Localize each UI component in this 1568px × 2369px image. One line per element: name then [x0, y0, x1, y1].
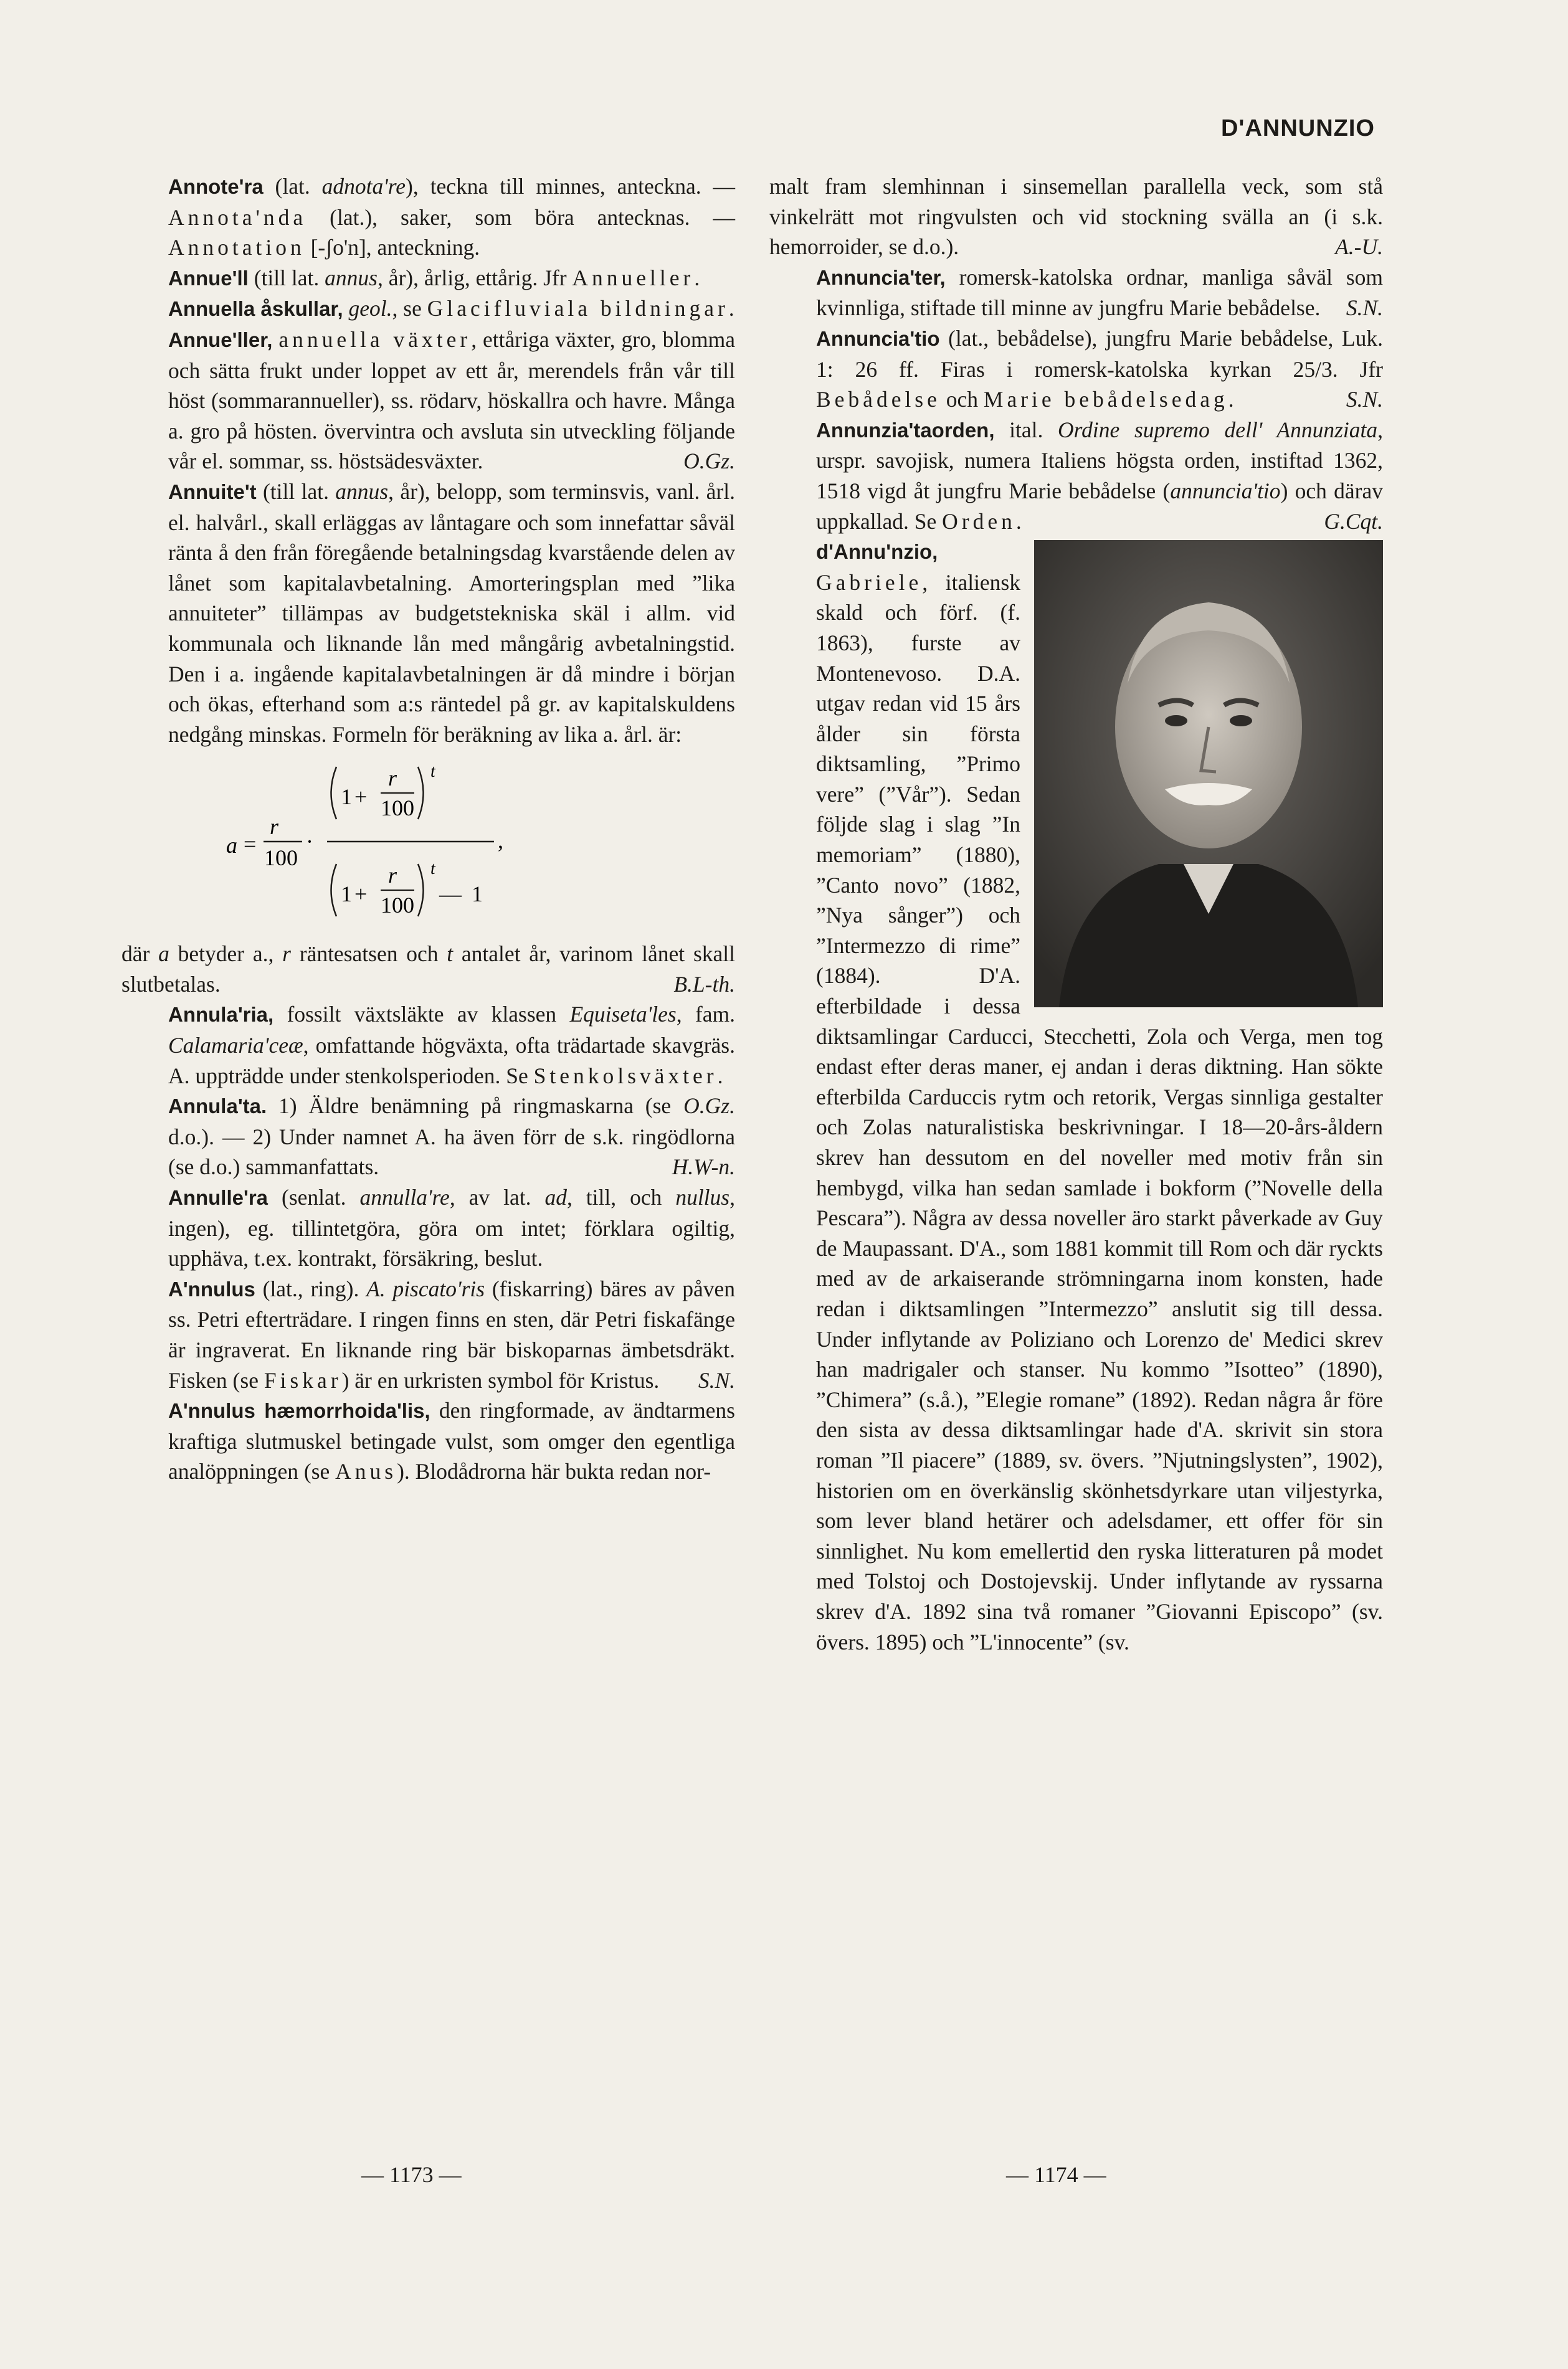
formula-1-minus: 1 — [472, 881, 483, 907]
author-signature: S.N. — [1346, 387, 1383, 412]
author-signature: H.W-n. — [672, 1154, 735, 1180]
left-column — [121, 171, 735, 1487]
headword: Annula'ria, — [168, 1003, 274, 1027]
entry-annueller: Annue'ller, annuella växter, ettåriga växter, gro, blomma och sätta frukt under loppet av ett år, merendels från vår till höst (sommarannueller), ss. rödarv, höskallra och havre. Många a. gro på hösten. övervintra och avsluta sin utveckling följande vår el. sommar, ss. höstsädesväxter. O.Gz. — [121, 325, 735, 477]
headword: A'nnulus — [168, 1277, 255, 1301]
formula-1-num: 1 — [341, 784, 352, 810]
headword: Annuella åskullar, — [168, 297, 343, 321]
headword: Annunzia'taorden, — [816, 418, 995, 442]
formula-minus: — — [439, 881, 462, 907]
formula-r-den: r — [388, 863, 397, 888]
entry-annuella-askullar: Annuella åskullar, geol., se Glacifluviala bildningar. — [168, 296, 734, 321]
entry-annularia: Annula'ria, fossilt växtsläkte av klassen Equiseta'les, fam. Calamaria'ceæ, omfattande högväxta, ofta trädartade skavgräs. A. uppträdde under stenkolsperioden. Se Stenkolsväxter. O.Gz. — [121, 999, 735, 1091]
entry-annulus: A'nnulus (lat., ring). A. piscato'ris (fiskarring) bäres av påven ss. Petri efterträdare. I ringen finns en sten, där Petri fiskafänge är ingraverat. En liknande ring bär biskoparnas ämbetsdräkt. Fisken (se Fiskar) är en urkristen symbol för Kristus. S.N. — [121, 1274, 735, 1395]
formula-t-den: t — [430, 859, 435, 879]
formula-r-num: r — [388, 766, 397, 791]
headword: Annula'ta. — [168, 1094, 267, 1118]
formula-comma: , — [498, 828, 503, 853]
author-signature: G.Cqt. — [1324, 508, 1383, 534]
entry-annuell: Annue'll (till lat. annus, år), årlig, ettårig. Jfr Annueller. — [168, 265, 700, 290]
entry-annulus-cont: malt fram slemhinnan i sinsemellan parallella veck, som stå vinkelrätt mot ringvulsten och vid stockning svälla an (i s.k. hemorroider, se d.o.). A.-U. — [769, 171, 1383, 262]
author-signature: O.Gz. — [683, 449, 735, 474]
entry-annunciatio: Annuncia'tio (lat., bebådelse), jungfru Marie bebådelse, Luk. 1: 26 ff. Firas i romersk-katolska kyrkan 25/3. Jfr Bebådelse och Marie bebådelsedag. S.N. — [769, 323, 1383, 415]
formula-100-num: 100 — [381, 795, 414, 821]
formula-100-1: 100 — [264, 845, 298, 871]
headword: d'Annu'nzio, — [816, 540, 938, 564]
headword: Annue'ller, — [168, 328, 273, 351]
entry-annullera: Annulle'ra (senlat. annulla're, av lat. ad, till, och nullus, ingen), eg. tillintetgöra, göra om intet; förklara ogiltig, upphäva, t.ex. kontrakt, försäkring, beslut. — [168, 1185, 735, 1271]
formula-equals: = — [244, 832, 257, 857]
formula-100-den: 100 — [381, 893, 414, 918]
headword: Annuncia'ter, — [816, 265, 946, 289]
annuity-formula — [121, 754, 735, 935]
formula-r-1: r — [270, 814, 279, 840]
author-signature: S.N. — [1346, 295, 1383, 321]
author-signature: S.N. — [698, 1367, 735, 1393]
page-number-right: — 1174 — — [1006, 2162, 1106, 2187]
formula-dot: · — [306, 829, 313, 855]
entry-annulata: Annula'ta. 1) Äldre benämning på ringmaskarna (se d.o.). — 2) Under namnet A. ha även förr de s.k. ringödlorna (se d.o.) sammanfattats. H.W-n. — [121, 1091, 735, 1182]
formula-t-num: t — [430, 762, 435, 782]
entry-annunciater: Annuncia'ter, romersk-katolska ordnar, manliga såväl som kvinnliga, stiftade till minne av jungfru Marie bebådelse. S.N. — [769, 262, 1383, 323]
author-signature: B.L-th. — [673, 971, 735, 997]
headword: Annulle'ra — [168, 1186, 268, 1210]
page-number-left: — 1173 — — [361, 2162, 462, 2187]
formula-a: a — [226, 833, 237, 858]
headword: A'nnulus hæmorrhoida'lis, — [168, 1399, 430, 1423]
headword: Annuncia'tio — [816, 326, 940, 350]
entry-annotera: Annote'ra (lat. adnota're), teckna till minnes, anteckna. — Annota'nda (lat.), saker, som böra antecknas. — Annotation [-ʃo'n], anteckning. — [168, 174, 735, 260]
right-column — [769, 171, 1383, 1657]
entry-annulus-haemorrhoidalis: A'nnulus hæmorrhoida'lis, den ringformade, av ändtarmens kraftiga slutmuskel betingade vulst, som omger den egentliga analöppningen (se Anus). Blodådrorna här bukta redan nor- — [168, 1398, 735, 1484]
entry-annuitet: Annuite't (till lat. annus, år), belopp, som terminsvis, vanl. årl. el. halvårl., skall erläggas av låntagare och som innefattar såväl ränta å den från föregående betalningsdag kvarstående delen av lånet som kapitalavbetalning. Amorteringsplan med ”lika annuiteter” tillämpas av budgetstekniska skäl i allm. vid kommunala och liknande lån med mångårig avbetalningstid. Den i a. ingående kapitalavbetalningen är då mindre i början och ökas, efterhand som a:s räntedel på gr. av kapitalskuldens nedgång minskas. Formeln för beräkning av lika a. årl. är: — [168, 478, 735, 747]
headword: Annuite't — [168, 480, 257, 503]
entry-annuitet-cont: där a betyder a., r räntesatsen och t antalet år, varinom lånet skall slutbetalas. B.L-th. — [121, 939, 735, 999]
running-head: D'ANNUNZIO — [1220, 115, 1375, 141]
headword: Annote'ra — [168, 175, 264, 198]
author-signature: A.-U. — [1335, 234, 1383, 260]
entry-annunziataorden: Annunzia'taorden, ital. Ordine supremo dell' Annunziata, urspr. savojisk, numera Italiens högsta orden, instiftad 1362, 1518 vigd åt jungfru Marie bebådelse (annuncia'tio) och därav uppkallad. Se Orden. G.Cqt. — [769, 415, 1383, 536]
entry-dannunzio: d'Annu'nzio, Gabriele, italiensk skald och förf. (f. 1863), furste av Montenevoso. D.A. utgav redan vid 15 års ålder sin första diktsamling, ”Primo vere” (”Vår”). Sedan följde slag i slag ”In memoriam” (1880), ”Canto novo” (1882, ”Nya sånger”) och ”Intermezzo di rime” (1884). D'A. efterbildade i dessa diktsamlingar Carducci, Stecchetti, Zola och Verga, men tog endast efter deras maner, ej andan i deras diktning. Han sökte efterbilda Carduccis rytm och retorik, Vergas sinnliga gestalter och Zolas naturalistiska beskrivningar. I 18—20-års-åldern skrev han dessutom en del noveller med motiv från sin hembygd, vilka han sedan samlade i bokform (”Novelle della Pescara”). Några av dessa noveller äro starkt påverkade av Guy de Maupassant. D'A., som 1881 kommit till Rom och där ryckts med av de arkaiserande strömningarna inom konsten, hade redan i diktsamlingen ”Intermezzo” anslutit sig till dessa. Under inflytande av Poliziano och Lorenzo de' Medici skrev han madrigaler och stanser. Nu kommo ”Isotteo” (1890), ”Chimera” (s.å.), ”Elegie romane” (1892). Redan några år före den sista av dessa diktsamlingar hade d'A. skrivit sin stora roman ”Il piacere” (1889, sv. övers. ”Njutningslysten”, 1902), historien om en överkänslig skönhetsdyrkare utan viljestyrka, som lever bland hetärer och adelsdamer, ett offer för sin sinnlighet. Nu kom emellertid den ryska litteraturen på modet med Tolstoj och Dostojevskij. Under inflytande av ryssarna skrev d'A. 1892 sina två romaner ”Giovanni Episcopo” (sv. övers. 1895) och ”L'innocente” (sv. — [816, 540, 1383, 1655]
headword: Annue'll — [168, 266, 249, 290]
formula-plus-den: + — [354, 881, 368, 907]
formula-plus-num: + — [354, 784, 368, 810]
author-signature: O.Gz. — [683, 1093, 735, 1119]
formula-1-den: 1 — [341, 881, 352, 907]
portrait-photo — [1034, 540, 1383, 1007]
